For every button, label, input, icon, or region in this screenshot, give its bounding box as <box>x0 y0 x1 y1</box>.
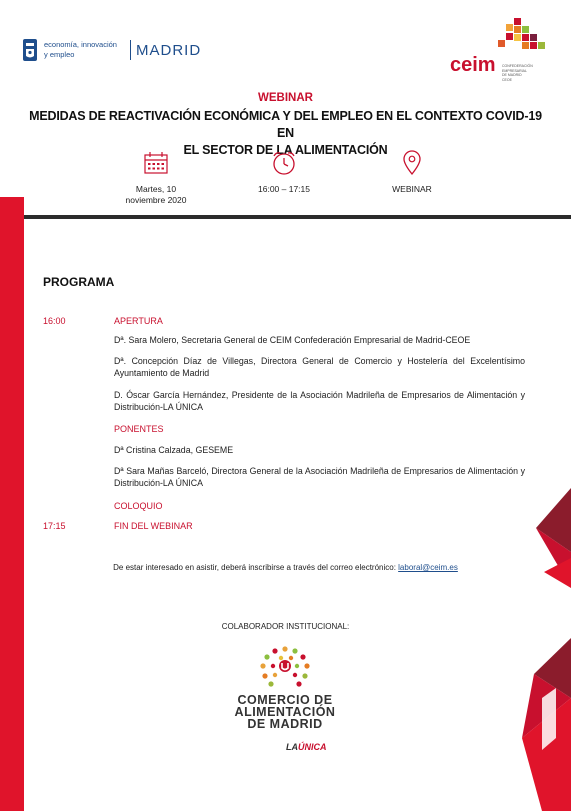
ceim-subtitle: CONFEDERACIÓN EMPRESARIAL DE MADRID CEOE <box>502 64 533 82</box>
calendar-icon <box>143 150 169 176</box>
madrid-area-label: economía, innovación y empleo <box>44 40 117 59</box>
madrid-logo <box>22 38 201 62</box>
collaborator-label: COLABORADOR INSTITUCIONAL: <box>221 622 350 631</box>
section-fin: FIN DEL WEBINAR <box>114 521 193 531</box>
time-end: 17:15 <box>43 521 66 531</box>
time-start: 16:00 <box>43 316 66 326</box>
madrid-wordmark: MADRID <box>136 41 202 59</box>
speaker-entry: Dª Cristina Calzada, GESEME <box>114 445 234 455</box>
section-divider <box>24 215 571 219</box>
la-unica-la: LA <box>286 742 298 752</box>
ceim-wordmark: ceim <box>450 54 496 76</box>
registration-note <box>0 563 571 572</box>
registration-text: De estar interesado en asistir, deberá inscribirse a través del correo electrónico: <box>113 563 399 572</box>
alarm-clock-icon <box>270 150 298 176</box>
programa-heading: PROGRAMA <box>43 275 115 289</box>
section-coloquio: COLOQUIO <box>114 501 163 511</box>
info-time: 16:00 – 17:15 <box>214 150 354 195</box>
dot-burst-icon <box>255 644 315 692</box>
la-unica-name: ÚNICA <box>298 742 327 752</box>
email-link[interactable]: laboral@ceim.es <box>398 563 458 572</box>
left-red-strip <box>0 197 24 811</box>
section-apertura: APERTURA <box>114 316 163 326</box>
info-place: WEBINAR <box>342 150 482 195</box>
decorative-corner-shapes <box>512 488 571 811</box>
section-ponentes: PONENTES <box>114 424 164 434</box>
speaker-entry: Dª. Concepción Díaz de Villegas, Directora General de Comercio y Hostelería del Excelentísimo Ayuntamiento de Madrid <box>114 356 525 378</box>
madrid-shield-icon <box>22 38 38 62</box>
ceim-logo <box>450 18 550 98</box>
event-type-heading: WEBINAR <box>258 92 313 104</box>
comercio-alimentacion-logo <box>210 642 360 757</box>
info-date: Martes, 10 noviembre 2020 <box>86 150 226 206</box>
speaker-entry: Dª Sara Mañas Barceló, Directora General de la Asociación Madrileña de Empresarios de Alimentación y Distribución-LA ÚNICA <box>114 466 525 488</box>
speaker-entry: D. Óscar García Hernández, Presidente de la Asociación Madrileña de Empresarios de Alimentación y Distribución-LA ÚNICA <box>114 390 525 412</box>
la-unica-wordmark <box>286 742 327 752</box>
madrid-divider <box>130 40 131 60</box>
event-title: MEDIDAS DE REACTIVACIÓN ECONÓMICA Y DEL EMPLEO EN EL CONTEXTO COVID-19 EN EL SECTOR DE LA ALIMENTACIÓN <box>29 109 542 157</box>
ceim-mosaic-icon <box>488 18 548 58</box>
location-pin-icon <box>402 150 422 176</box>
comercio-wordmark: COMERCIO DE ALIMENTACIÓN DE MADRID <box>234 693 336 731</box>
speaker-entry: Dª. Sara Molero, Secretaria General de CEIM Confederación Empresarial de Madrid-CEOE <box>114 335 471 345</box>
